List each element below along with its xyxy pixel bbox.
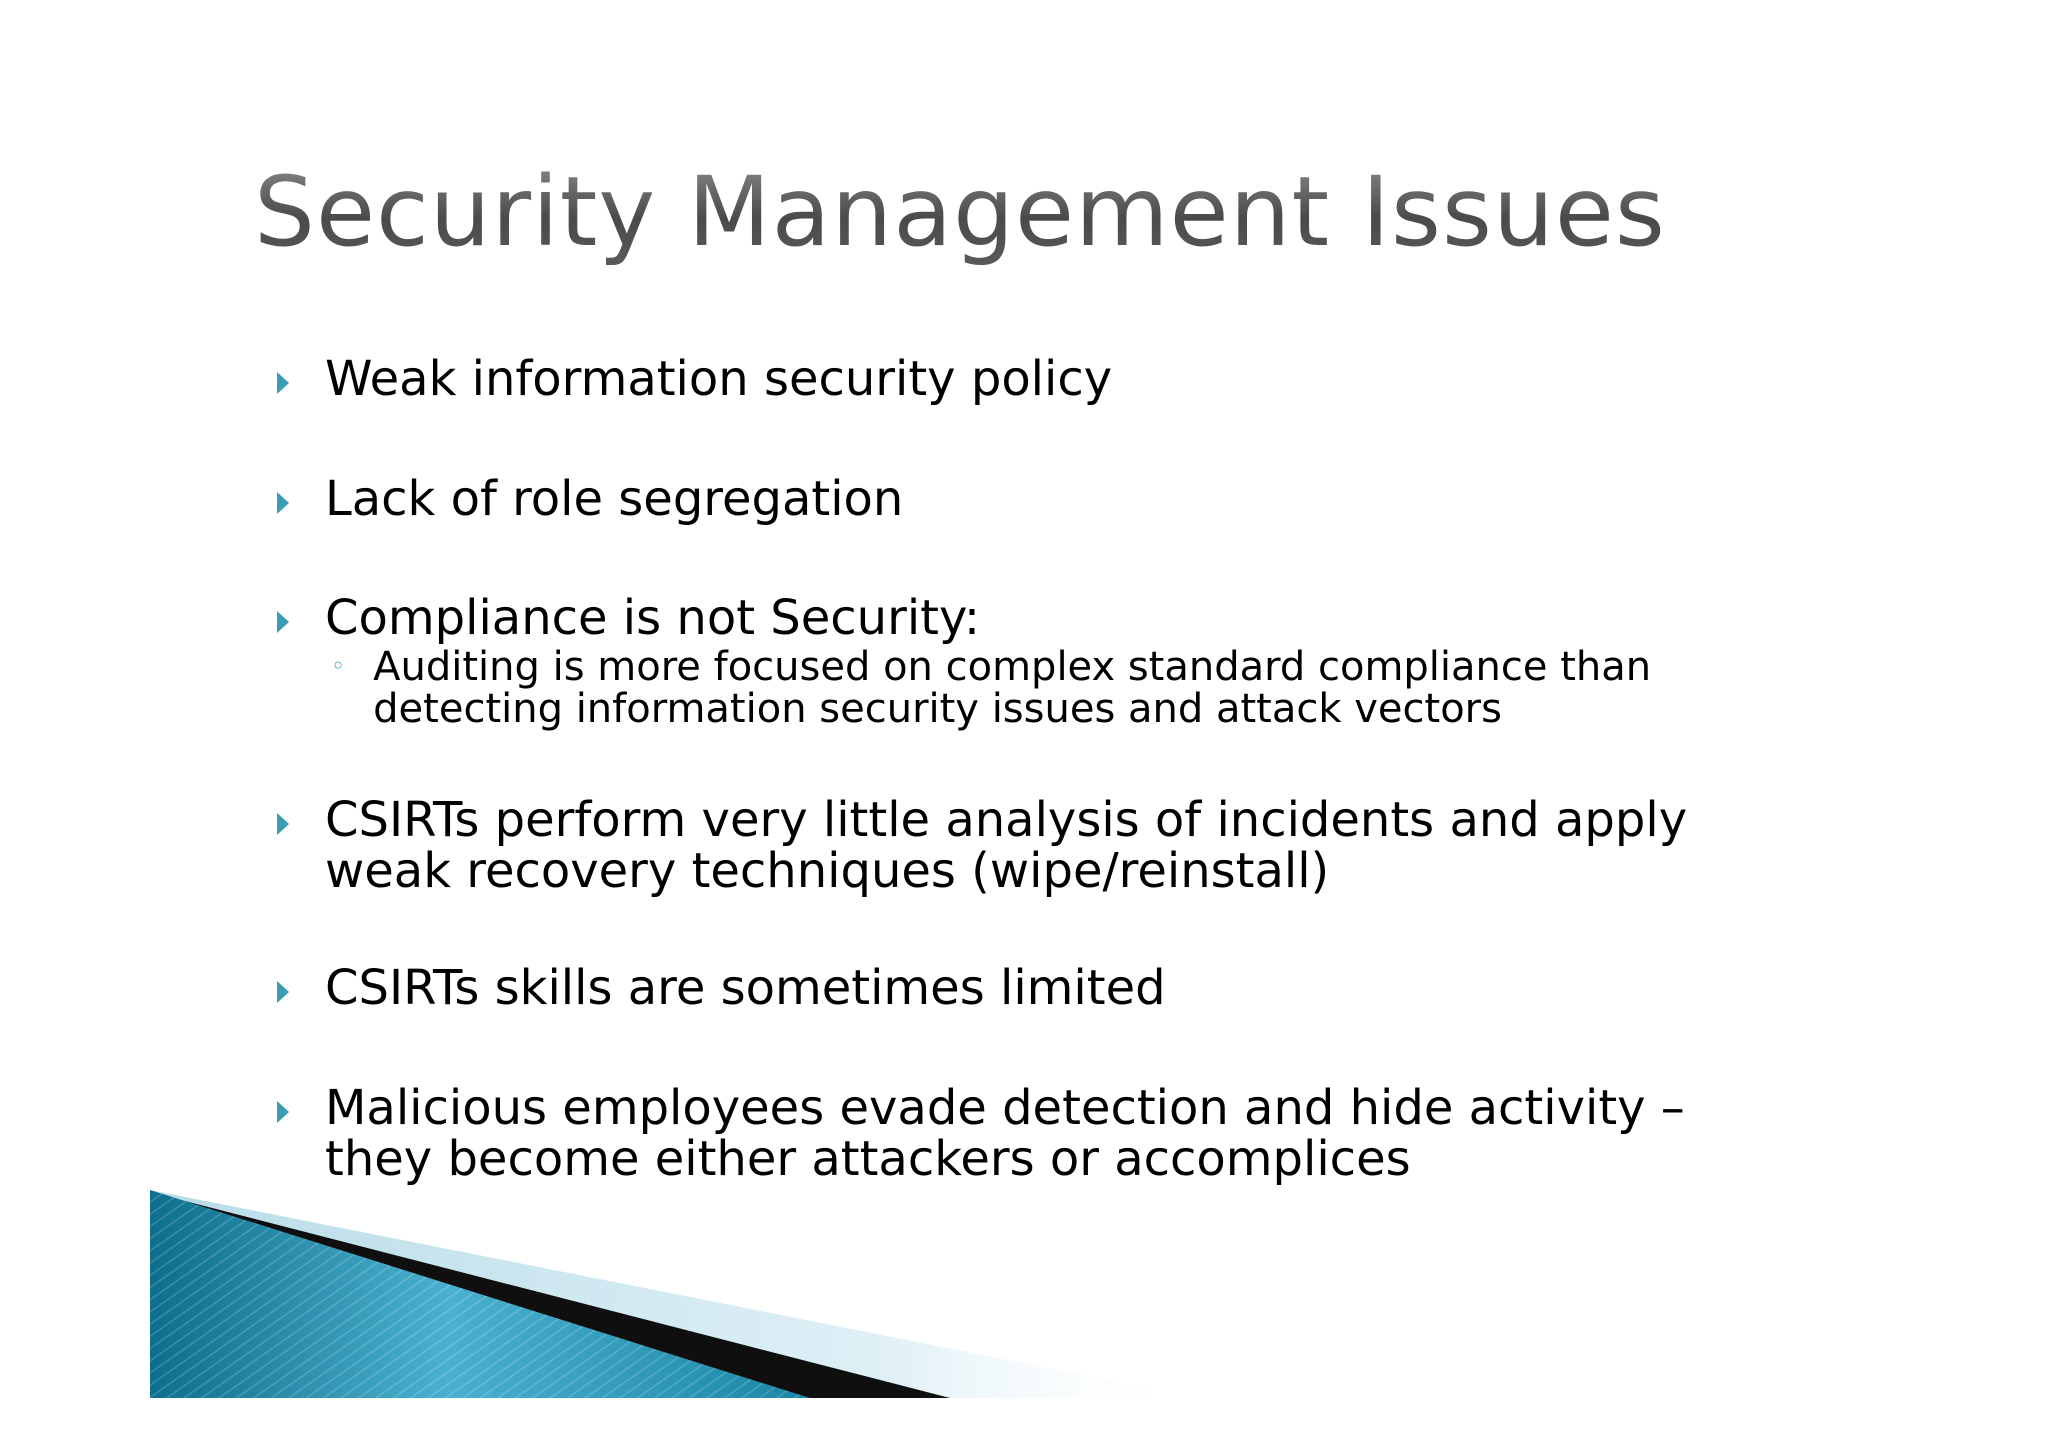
bullet-text: Lack of role segregation: [325, 471, 904, 527]
triangle-bullet-icon: [277, 492, 289, 514]
triangle-bullet-icon: [277, 981, 289, 1003]
bullet-item: [277, 960, 1166, 1016]
dark-swoosh-shape: [150, 1192, 950, 1398]
triangle-bullet-icon: [277, 611, 289, 633]
bullet-text: CSIRTs skills are sometimes limited: [325, 960, 1166, 1016]
bullet-item: [277, 351, 1113, 407]
triangle-bullet-icon: [277, 813, 289, 835]
bullet-item: [277, 792, 1688, 899]
slide-title: Security Management Issues: [254, 156, 1666, 268]
triangle-bullet-icon: [277, 372, 289, 394]
bullet-text: Weak information security policy: [325, 351, 1113, 407]
sub-bullet-text: Auditing is more focused on complex standard compliance than detecting information security issues and attack vectors: [373, 644, 1652, 732]
bullet-item: [277, 590, 1652, 732]
bullet-item: [277, 1080, 1685, 1187]
bullet-text: CSIRTs perform very little analysis of incidents and apply weak recovery techniques (wipe/reinstall): [325, 792, 1688, 899]
sub-bullet-item: [331, 646, 1651, 730]
light-swoosh-shape: [150, 1190, 1200, 1398]
triangle-bullet-icon: [277, 1101, 289, 1123]
bullet-text: Malicious employees evade detection and hide activity – they become either attackers or accomplices: [325, 1080, 1685, 1187]
bullet-text: Compliance is not Security:: [325, 590, 981, 646]
circle-bullet-icon: ◦: [331, 652, 346, 680]
teal-wedge-shape: [150, 1190, 810, 1398]
bullet-item: [277, 471, 904, 527]
